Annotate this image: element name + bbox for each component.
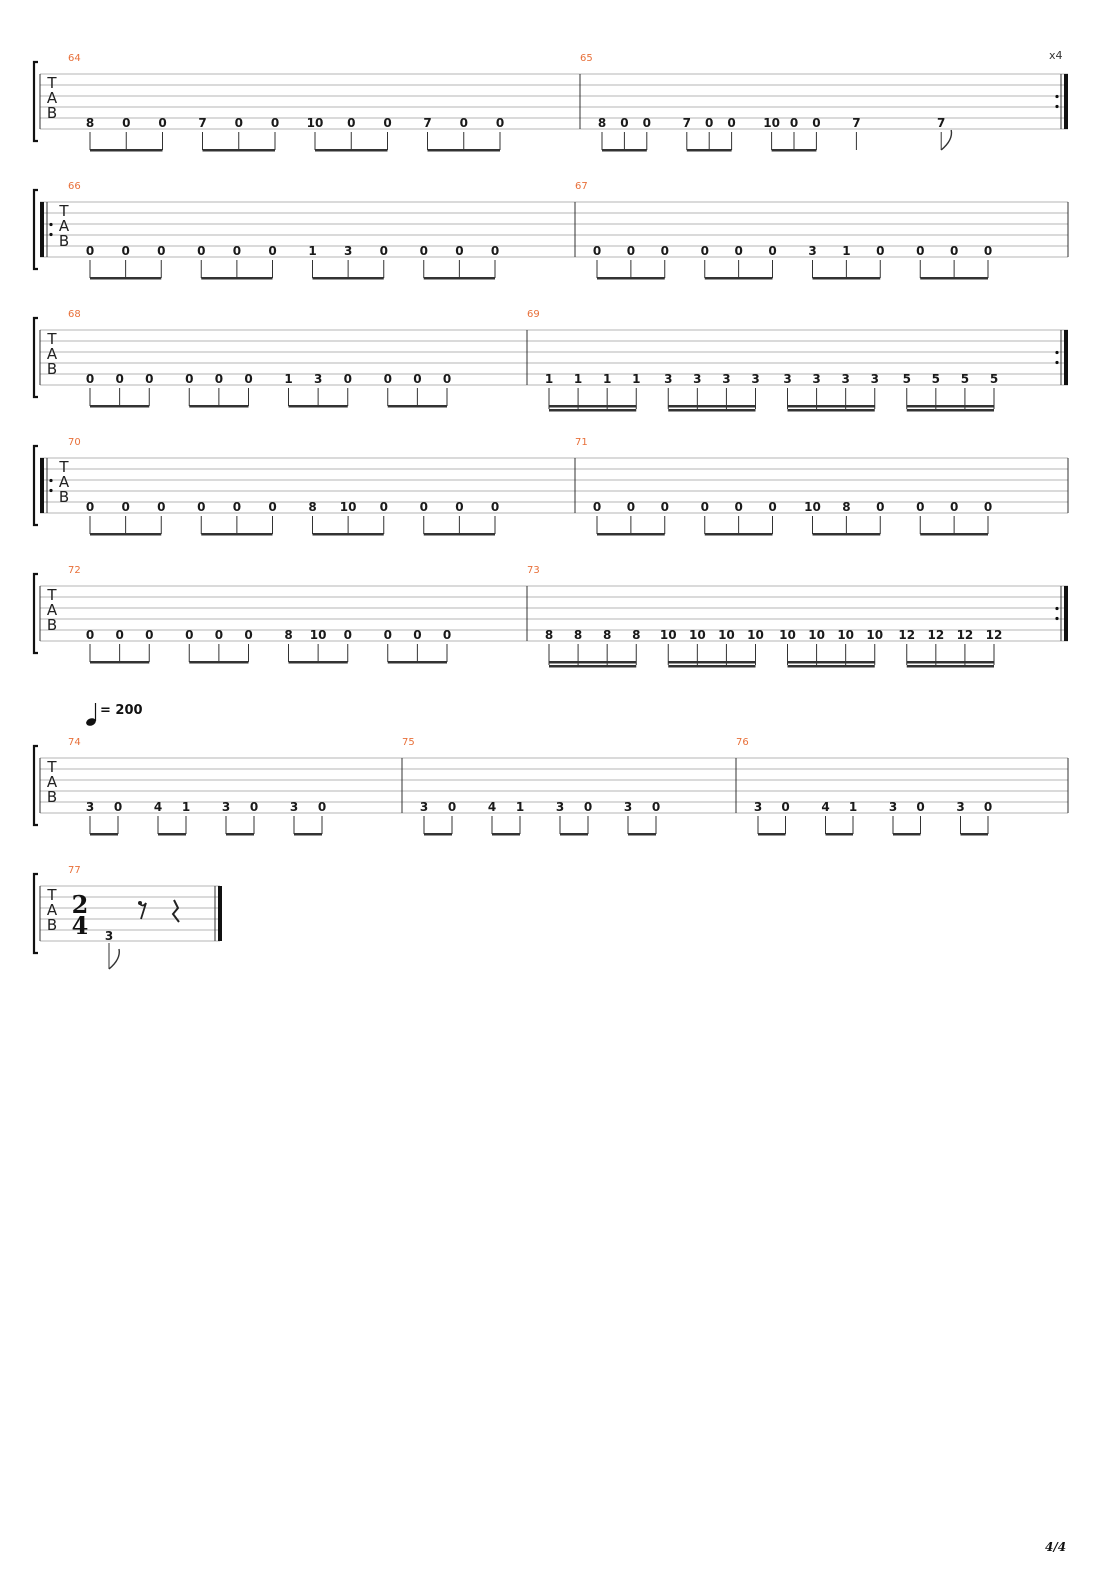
fret-number: 1 [308,244,317,258]
fret-number: 8 [602,628,612,642]
measure-number: 73 [527,565,540,576]
fret-number: 0 [121,500,130,514]
fret-number: 1 [284,372,293,386]
note-beam [961,833,989,836]
fret-number: 0 [620,116,629,130]
fret-number: 8 [842,500,851,514]
fret-number: 5 [902,372,911,386]
fret-number: 10 [837,628,855,642]
system-bracket [34,62,38,141]
note-beam [705,277,773,280]
note-flag [941,130,951,150]
eighth-rest-dot [138,901,142,905]
note-flag [109,949,119,969]
tab-system [34,181,1068,280]
tab-system [34,309,1068,412]
fret-number: 1 [181,800,191,814]
note-beam-secondary [788,409,875,412]
fret-number: 0 [455,500,464,514]
fret-number: 5 [931,372,941,386]
note-beam [388,405,447,408]
system-bracket [34,446,38,525]
fret-number: 3 [313,372,323,386]
note-beam [294,833,322,836]
tab-clef-letter: A [46,901,58,919]
fret-number: 3 [870,372,879,386]
fret-number: 3 [841,372,850,386]
fret-number: 8 [544,628,554,642]
note-beam [549,661,636,664]
repeat-start-thick-bar [40,202,44,257]
tab-systems [34,53,1068,969]
fret-number: 0 [490,500,500,514]
fret-number: 12 [985,628,1003,642]
fret-number: 10 [808,628,825,642]
fret-number: 10 [779,628,796,642]
fret-number: 0 [113,800,123,814]
note-beam [813,277,881,280]
repeat-dot [49,233,52,236]
tempo-value: = 200 [100,703,143,718]
note-beam [158,833,186,836]
fret-number: 7 [682,116,691,130]
note-beam [90,405,149,408]
fret-number: 0 [768,244,777,258]
note-beam [628,833,656,836]
note-beam [424,833,452,836]
fret-number: 0 [343,628,352,642]
fret-number: 1 [573,372,583,386]
repeat-dot [49,489,52,492]
fret-number: 0 [249,800,259,814]
tab-clef-letter: A [58,217,70,235]
fret-number: 0 [876,244,885,258]
tab-clef-letter: A [46,89,58,107]
note-beam [788,405,875,408]
tab-clef-letter: T [47,74,57,92]
fret-number: 0 [916,244,925,258]
note-beam [315,149,388,152]
fret-number: 1 [602,372,612,386]
fret-number: 0 [700,244,709,258]
repeat-dot [1055,361,1058,364]
fret-number: 3 [956,800,965,814]
measure-number: 69 [527,309,540,320]
fret-number: 0 [214,372,224,386]
repeat-end-thick-bar [1064,330,1068,385]
tempo-marking [85,703,142,727]
repeat-end-thick-bar [1064,74,1068,129]
fret-number: 8 [573,628,583,642]
fret-number: 12 [898,628,916,642]
measure-number: 71 [575,437,588,448]
tab-clef-letter: B [46,916,58,934]
fret-number: 5 [989,372,999,386]
tab-clef-letter: T [47,330,57,348]
note-beam [313,277,384,280]
fret-number: 10 [804,500,821,514]
fret-number: 0 [347,116,356,130]
tab-clef-letter: A [46,773,58,791]
fret-number: 0 [789,116,799,130]
tab-system [34,565,1068,668]
fret-number: 8 [85,116,95,130]
note-beam-secondary [668,409,755,412]
fret-number: 0 [916,800,925,814]
fret-number: 0 [268,500,277,514]
fret-number: 0 [383,116,392,130]
fret-number: 0 [157,244,166,258]
fret-number: 3 [722,372,731,386]
fret-number: 0 [642,116,651,130]
fret-number: 0 [413,372,422,386]
fret-number: 0 [490,244,500,258]
fret-number: 10 [306,116,324,130]
measure-number: 72 [68,565,81,576]
note-beam [758,833,786,836]
measure-number: 64 [68,53,81,64]
note-beam-secondary [907,409,994,412]
fret-number: 0 [145,628,154,642]
fret-number: 4 [821,800,830,814]
fret-number: 0 [214,628,224,642]
fret-number: 3 [104,929,114,943]
fret-number: 0 [115,628,124,642]
fret-number: 3 [85,800,95,814]
fret-number: 0 [185,372,194,386]
note-beam [560,833,588,836]
fret-number: 0 [734,244,743,258]
fret-number: 0 [232,244,242,258]
note-beam [920,533,988,536]
note-beam [602,149,647,152]
fret-number: 10 [688,628,706,642]
fret-number: 0 [270,116,280,130]
fret-number: 0 [983,500,993,514]
system-bracket [34,874,38,953]
fret-number: 0 [268,244,277,258]
system-bracket [34,318,38,397]
time-signature-denominator: 4 [71,911,89,940]
fret-number: 0 [317,800,327,814]
fret-number: 0 [768,500,777,514]
fret-number: 0 [234,116,243,130]
fret-number: 0 [651,800,661,814]
note-beam [226,833,254,836]
fret-number: 3 [289,800,299,814]
note-beam [920,277,988,280]
fret-number: 0 [419,244,428,258]
note-beam-secondary [668,665,755,668]
repeat-count: x4 [1049,49,1063,62]
fret-number: 0 [949,500,959,514]
fret-number: 3 [693,372,702,386]
fret-number: 0 [85,628,95,642]
note-beam [90,661,149,664]
fret-number: 1 [515,800,525,814]
tab-clef-letter: T [47,586,57,604]
fret-number: 0 [495,116,505,130]
fret-number: 0 [419,500,428,514]
fret-number: 3 [753,800,763,814]
tab-system [34,865,222,969]
note-beam [203,149,276,152]
fret-number: 0 [185,628,194,642]
fret-number: 8 [308,500,317,514]
fret-number: 0 [145,372,154,386]
fret-number: 0 [876,500,885,514]
fret-number: 7 [423,116,432,130]
measure-number: 67 [575,181,588,192]
fret-number: 0 [781,800,790,814]
repeat-dot [49,223,52,226]
tab-clef-letter: B [46,788,58,806]
fret-number: 10 [659,628,677,642]
fret-number: 0 [343,372,352,386]
fret-number: 12 [927,628,945,642]
system-bracket [34,574,38,653]
fret-number: 0 [660,244,669,258]
note-beam [289,661,348,664]
fret-number: 0 [244,628,253,642]
fret-number: 8 [284,628,293,642]
note-beam-secondary [907,665,994,668]
fret-number: 1 [842,244,851,258]
note-beam [189,405,248,408]
fret-number: 10 [747,628,764,642]
measure-number: 74 [68,737,81,748]
fret-number: 0 [447,800,457,814]
system-bracket [34,746,38,825]
fret-number: 0 [459,116,468,130]
final-thick-bar [218,886,222,941]
note-beam [424,533,495,536]
fret-number: 0 [442,372,452,386]
repeat-dot [1055,351,1058,354]
tab-clef-letter: B [58,488,70,506]
note-beam [90,833,118,836]
fret-number: 3 [812,372,821,386]
repeat-dot [1055,105,1058,108]
note-beam [90,277,161,280]
fret-number: 0 [705,116,714,130]
fret-number: 0 [244,372,253,386]
fret-number: 0 [442,628,452,642]
fret-number: 0 [85,500,95,514]
fret-number: 3 [888,800,898,814]
repeat-start-thick-bar [40,458,44,513]
fret-number: 3 [221,800,231,814]
note-beam [428,149,501,152]
note-beam [201,277,272,280]
fret-number: 12 [956,628,974,642]
fret-number: 0 [232,500,242,514]
tab-system [34,737,1068,836]
measure-number: 68 [68,309,81,320]
fret-number: 0 [455,244,464,258]
measure-number: 76 [736,737,749,748]
tab-clef-letter: B [46,104,58,122]
note-beam-secondary [549,409,636,412]
fret-number: 0 [583,800,593,814]
note-beam [772,149,817,152]
fret-number: 0 [660,500,669,514]
note-beam [201,533,272,536]
fret-number: 10 [866,628,884,642]
time-signature [72,890,89,940]
note-beam [597,277,665,280]
note-beam [907,405,994,408]
fret-number: 0 [121,244,130,258]
measure-number: 65 [580,53,593,64]
fret-number: 0 [983,244,993,258]
fret-number: 0 [626,500,636,514]
note-beam [668,661,755,664]
note-beam [313,533,384,536]
repeat-dot [49,479,52,482]
tab-system [34,437,1068,536]
fret-number: 0 [700,500,709,514]
fret-number: 10 [309,628,327,642]
fret-number: 3 [751,372,760,386]
note-beam [705,533,773,536]
fret-number: 0 [383,628,392,642]
fret-number: 3 [555,800,565,814]
note-beam [189,661,248,664]
fret-number: 3 [343,244,353,258]
fret-number: 0 [727,116,736,130]
fret-number: 0 [383,372,392,386]
note-beam-secondary [549,665,636,668]
measure-number: 77 [68,865,81,876]
fret-number: 1 [544,372,554,386]
tab-clef-letter: T [47,758,57,776]
fret-number: 1 [632,372,641,386]
repeat-dot [1055,617,1058,620]
fret-number: 0 [85,244,95,258]
fret-number: 0 [379,500,388,514]
tab-clef-letter: A [46,345,58,363]
fret-number: 7 [937,116,946,130]
fret-number: 7 [198,116,207,130]
tab-clef-letter: T [47,886,57,904]
system-bracket [34,190,38,269]
fret-number: 0 [157,500,166,514]
fret-number: 5 [960,372,970,386]
note-beam [90,149,163,152]
fret-number: 3 [783,372,792,386]
note-beam [788,661,875,664]
fret-number: 0 [626,244,636,258]
fret-number: 0 [158,116,167,130]
fret-number: 0 [197,244,206,258]
repeat-dot [1055,95,1058,98]
fret-number: 0 [812,116,821,130]
fret-number: 4 [487,800,497,814]
repeat-end-thick-bar [1064,586,1068,641]
fret-number: 1 [848,800,858,814]
note-beam [893,833,921,836]
note-beam [668,405,755,408]
measure-number: 66 [68,181,81,192]
tab-clef-letter: B [46,360,58,378]
tab-system [34,53,1068,152]
tab-clef-letter: A [46,601,58,619]
note-beam [826,833,854,836]
fret-number: 0 [379,244,388,258]
page-number: 4/4 [1045,1540,1067,1554]
tab-clef-letter: A [58,473,70,491]
tab-clef-letter: T [59,458,69,476]
note-beam [907,661,994,664]
fret-number: 0 [592,244,602,258]
measure-number: 70 [68,437,81,448]
repeat-dot [1055,607,1058,610]
tab-clef-letter: T [59,202,69,220]
fret-number: 0 [592,500,602,514]
fret-number: 8 [632,628,641,642]
eighth-rest-icon [139,903,146,919]
fret-number: 7 [852,116,861,130]
note-beam [813,533,881,536]
fret-number: 10 [763,116,780,130]
fret-number: 4 [153,800,163,814]
note-beam [90,533,161,536]
fret-number: 10 [339,500,357,514]
fret-number: 0 [734,500,743,514]
fret-number: 0 [85,372,95,386]
note-beam [388,661,447,664]
fret-number: 0 [916,500,925,514]
note-beam [289,405,348,408]
fret-number: 0 [983,800,993,814]
note-beam [424,277,495,280]
fret-number: 0 [949,244,959,258]
fret-number: 3 [419,800,429,814]
fret-number: 3 [623,800,633,814]
note-beam-secondary [788,665,875,668]
measure-number: 75 [402,737,415,748]
fret-number: 3 [664,372,673,386]
fret-number: 3 [808,244,817,258]
quarter-note-icon [85,703,97,727]
fret-number: 0 [413,628,422,642]
tab-clef-letter: B [58,232,70,250]
time-signature-numerator: 2 [71,890,89,919]
fret-number: 0 [122,116,131,130]
fret-number: 8 [597,116,607,130]
note-beam [597,533,665,536]
fret-number: 0 [197,500,206,514]
note-beam [549,405,636,408]
fret-number: 0 [115,372,124,386]
note-beam [492,833,520,836]
fret-number: 10 [718,628,735,642]
tab-clef-letter: B [46,616,58,634]
note-beam [687,149,732,152]
